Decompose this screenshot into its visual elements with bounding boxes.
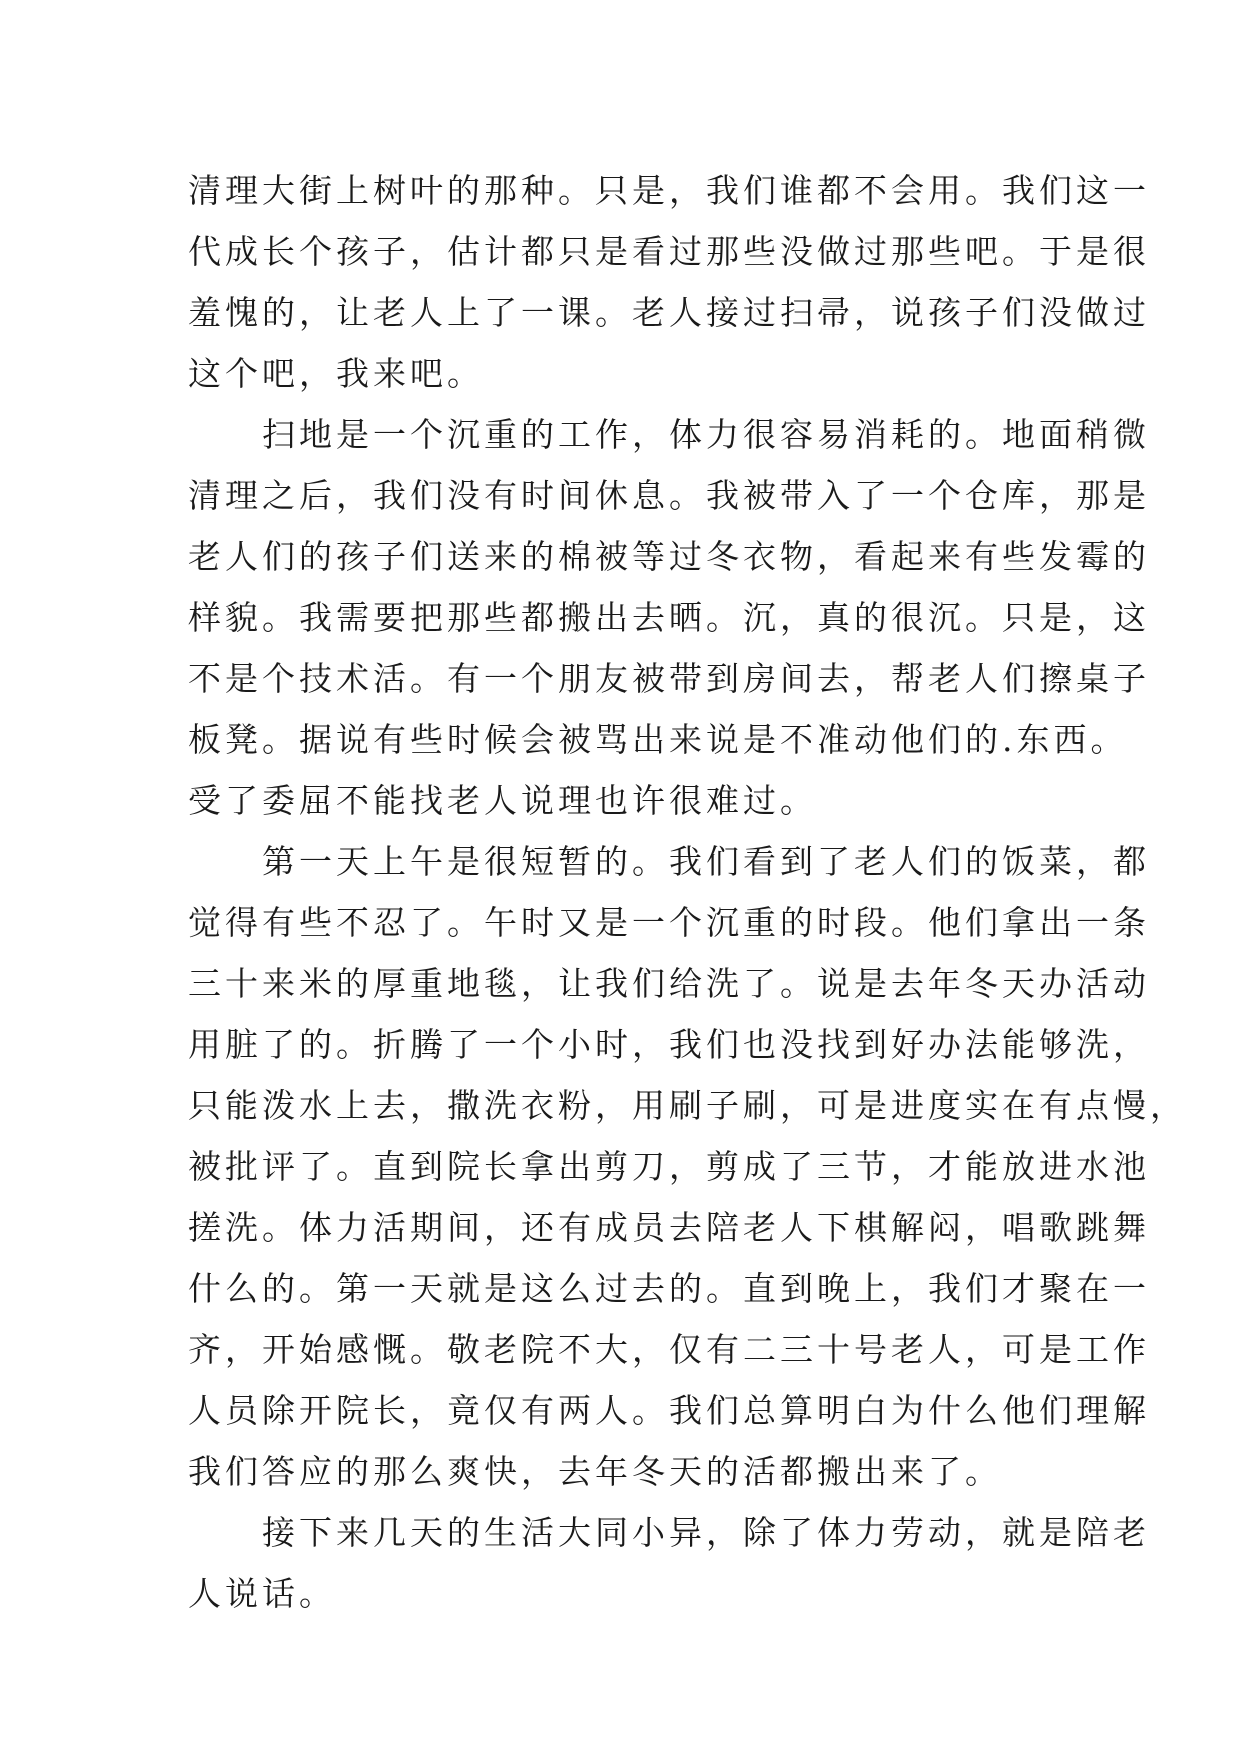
text-line: 这个吧，我来吧。 (188, 354, 484, 393)
text-line: 三十来米的厚重地毯，让我们给洗了。说是去年冬天办活动 (188, 964, 1150, 1003)
paragraph (188, 831, 1187, 1502)
text-line: 人说话。 (188, 1574, 336, 1613)
text-line: 只能泼水上去，撒洗衣粉，用刷子刷，可是进度实在有点慢， (188, 1086, 1187, 1125)
text-line: 人员除开院长，竟仅有两人。我们总算明白为什么他们理解 (188, 1391, 1150, 1430)
text-line: 羞愧的，让老人上了一课。老人接过扫帚，说孩子们没做过 (188, 293, 1150, 332)
paragraph (188, 404, 1150, 831)
text-line: 我们答应的那么爽快，去年冬天的活都搬出来了。 (188, 1452, 1002, 1491)
text-line: 什么的。第一天就是这么过去的。直到晚上，我们才聚在一 (188, 1269, 1150, 1308)
text-line: 老人们的孩子们送来的棉被等过冬衣物，看起来有些发霉的 (188, 537, 1150, 576)
document-body (188, 160, 1187, 1624)
text-line: 清理之后，我们没有时间休息。我被带入了一个仓库，那是 (188, 476, 1150, 515)
text-line: 齐，开始感慨。敬老院不大，仅有二三十号老人，可是工作 (188, 1330, 1150, 1369)
text-line: 扫地是一个沉重的工作，体力很容易消耗的。地面稍微 (188, 415, 1150, 454)
text-line: 第一天上午是很短暂的。我们看到了老人们的饭菜，都 (188, 842, 1150, 881)
text-line: 样貌。我需要把那些都搬出去晒。沉，真的很沉。只是，这 (188, 598, 1150, 637)
paragraph (188, 1502, 1150, 1624)
text-line: 觉得有些不忍了。午时又是一个沉重的时段。他们拿出一条 (188, 903, 1150, 942)
text-line: 用脏了的。折腾了一个小时，我们也没找到好办法能够洗， (188, 1025, 1150, 1064)
text-line: 清理大街上树叶的那种。只是，我们谁都不会用。我们这一 (188, 171, 1150, 210)
text-line: 接下来几天的生活大同小异，除了体力劳动，就是陪老 (188, 1513, 1150, 1552)
text-line: 板凳。据说有些时候会被骂出来说是不准动他们的.东西。 (188, 720, 1128, 759)
text-line: 不是个技术活。有一个朋友被带到房间去，帮老人们擦桌子 (188, 659, 1150, 698)
paragraph (188, 160, 1150, 404)
text-line: 被批评了。直到院长拿出剪刀，剪成了三节，才能放进水池 (188, 1147, 1150, 1186)
text-line: 代成长个孩子，估计都只是看过那些没做过那些吧。于是很 (188, 232, 1150, 271)
text-line: 受了委屈不能找老人说理也许很难过。 (188, 781, 817, 820)
text-line: 搓洗。体力活期间，还有成员去陪老人下棋解闷，唱歌跳舞 (188, 1208, 1150, 1247)
